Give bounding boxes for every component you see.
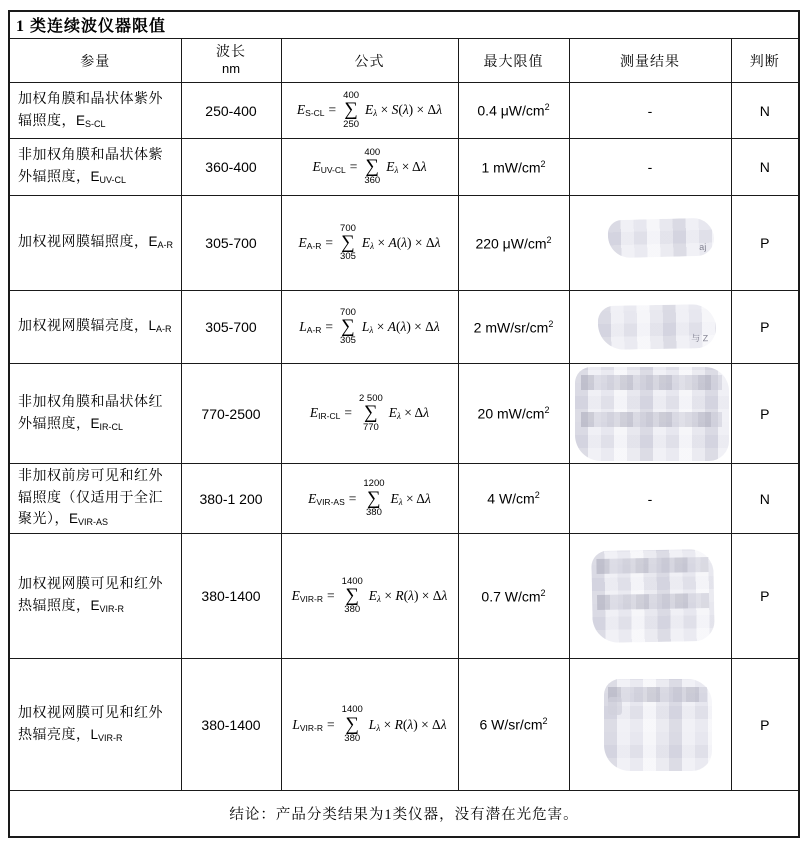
param-cell — [9, 291, 181, 364]
param-cell — [9, 659, 181, 791]
result-cell — [569, 291, 731, 364]
wavelength-cell: 380-1 200 — [181, 464, 281, 534]
param-cell — [9, 364, 181, 464]
param-symbol: $E_{IR-CL}$ — [90, 415, 124, 432]
param-symbol: $L_{VIR-R}$ — [90, 726, 123, 743]
wavelength-cell: 305-700 — [181, 291, 281, 364]
table-body — [9, 83, 799, 791]
table-row — [9, 534, 799, 659]
formula-cell — [281, 464, 458, 534]
param-symbol: $E_{UV-CL}$ — [90, 169, 127, 185]
result-cell: - — [569, 464, 731, 534]
formula: $E_{VIR-R}$ = 1400 ∑ 380 $E_\lambda \times R(\lambda) \times \Delta\lambda$ — [291, 575, 448, 616]
col-header-judgment: 判断 — [731, 39, 799, 83]
param-text: 加权视网膜可见和红外热辐照度， — [18, 577, 163, 615]
result-cell — [569, 364, 731, 464]
formula: $E_{S-CL}$ = 400 ∑ 250 $E_\lambda \times S(\lambda) \times \Delta\lambda$ — [296, 90, 443, 130]
param-symbol: $E_{S-CL}$ — [76, 112, 106, 129]
formula-cell — [281, 291, 458, 364]
table-row — [9, 659, 799, 791]
table-title: 1 类连续波仪器限值 — [9, 11, 799, 39]
table-row — [9, 83, 799, 139]
redaction-mosaic — [607, 218, 714, 259]
param-cell — [9, 534, 181, 659]
table-row — [9, 139, 799, 196]
col-header-limit: 最大限值 — [458, 39, 569, 83]
judgment-cell: N — [731, 139, 799, 196]
limit-cell: 4 $W/cm^2$ — [458, 464, 569, 534]
judgment-cell: P — [731, 659, 799, 791]
formula: $E_{VIR-AS}$ = 1200 ∑ 380 $E_\lambda \times \Delta\lambda$ — [308, 478, 431, 518]
redaction-fragment: aj — [698, 241, 706, 253]
limit-cell: 2 $mW/sr/cm^2$ — [458, 291, 569, 364]
redaction-mosaic — [575, 367, 729, 461]
result-cell: - — [569, 139, 731, 196]
formula: $E_{A-R}$ = 700 ∑ 305 $E_\lambda \times A(\lambda) \times \Delta\lambda$ — [298, 222, 441, 263]
result-cell — [569, 196, 731, 291]
param-cell — [9, 83, 181, 139]
formula-cell — [281, 139, 458, 196]
result-cell — [569, 659, 731, 791]
param-text: 加权视网膜辐亮度， — [18, 319, 149, 335]
judgment-cell: P — [731, 196, 799, 291]
result-cell — [569, 534, 731, 659]
formula-cell — [281, 364, 458, 464]
formula-cell — [281, 196, 458, 291]
formula: $E_{IR-CL}$ = 2 500 ∑ 770 $E_\lambda \times \Delta\lambda$ — [309, 393, 430, 433]
limits-table — [8, 10, 800, 838]
limit-cell: 0.7 $W/cm^2$ — [458, 534, 569, 659]
redaction-mosaic — [591, 549, 715, 643]
col-header-wavelength — [181, 39, 281, 83]
wavelength-cell: 380-1400 — [181, 534, 281, 659]
table-row — [9, 364, 799, 464]
limit-cell: 20 $mW/cm^2$ — [458, 364, 569, 464]
wavelength-cell: 360-400 — [181, 139, 281, 196]
redaction-mosaic — [604, 679, 712, 771]
judgment-cell: P — [731, 534, 799, 659]
col-header-formula: 公式 — [281, 39, 458, 83]
col-header-result: 测量结果 — [569, 39, 731, 83]
wavelength-cell: 380-1400 — [181, 659, 281, 791]
param-cell — [9, 139, 181, 196]
result-cell: - — [569, 83, 731, 139]
wavelength-cell: 305-700 — [181, 196, 281, 291]
col-header-param: 参量 — [9, 39, 181, 83]
table-header-row — [9, 39, 799, 83]
conclusion-text: 结论：产品分类结果为1类仪器，没有潜在光危害。 — [9, 791, 799, 837]
wavelength-cell: 770-2500 — [181, 364, 281, 464]
param-symbol: $E_{VIR-R}$ — [90, 598, 125, 615]
redaction-fragment: 与 Z — [690, 333, 708, 344]
table-title-row — [9, 11, 799, 39]
formula: $E_{UV-CL}$ = 400 ∑ 360 $E_\lambda \times \Delta\lambda$ — [312, 146, 427, 187]
param-text: 非加权角膜和晶状体红外辐照度， — [18, 394, 163, 432]
param-cell — [9, 196, 181, 291]
judgment-cell: N — [731, 83, 799, 139]
param-symbol: $L_{A-R}$ — [148, 318, 172, 335]
param-text: 非加权前房可见和红外辐照度（仅适用于全汇聚光）， — [18, 469, 163, 528]
formula-cell — [281, 534, 458, 659]
wavelength-label: 波长 — [216, 45, 246, 61]
param-symbol: $E_{VIR-AS}$ — [69, 511, 109, 528]
judgment-cell: P — [731, 364, 799, 464]
judgment-cell: N — [731, 464, 799, 534]
param-text: 加权角膜和晶状体紫外辐照度， — [18, 91, 163, 129]
param-cell — [9, 464, 181, 534]
redaction-mosaic — [597, 304, 716, 350]
conclusion-row — [9, 791, 799, 837]
formula: $L_{VIR-R}$ = 1400 ∑ 380 $L_\lambda \times R(\lambda) \times \Delta\lambda$ — [292, 704, 447, 744]
param-symbol: $E_{A-R}$ — [148, 234, 174, 251]
param-text: 加权视网膜可见和红外热辐亮度， — [18, 705, 163, 743]
table-row — [9, 464, 799, 534]
table-row — [9, 196, 799, 291]
judgment-cell: P — [731, 291, 799, 364]
formula-cell — [281, 659, 458, 791]
wavelength-unit: nm — [221, 61, 241, 77]
table-row — [9, 291, 799, 364]
formula-cell — [281, 83, 458, 139]
limit-cell: 0.4 $\mu W/cm^2$ — [458, 83, 569, 139]
param-text: 加权视网膜辐照度， — [18, 235, 149, 251]
limit-cell: 220 $\mu W/cm^2$ — [458, 196, 569, 291]
formula: $L_{A-R}$ = 700 ∑ 305 $L_\lambda \times A(\lambda) \times \Delta\lambda$ — [299, 306, 440, 347]
limit-cell: 1 $mW/cm^2$ — [458, 139, 569, 196]
limit-cell: 6 $W/sr/cm^2$ — [458, 659, 569, 791]
param-text: 非加权角膜和晶状体紫外辐照度， — [18, 148, 163, 185]
wavelength-cell: 250-400 — [181, 83, 281, 139]
report-page — [0, 10, 807, 850]
